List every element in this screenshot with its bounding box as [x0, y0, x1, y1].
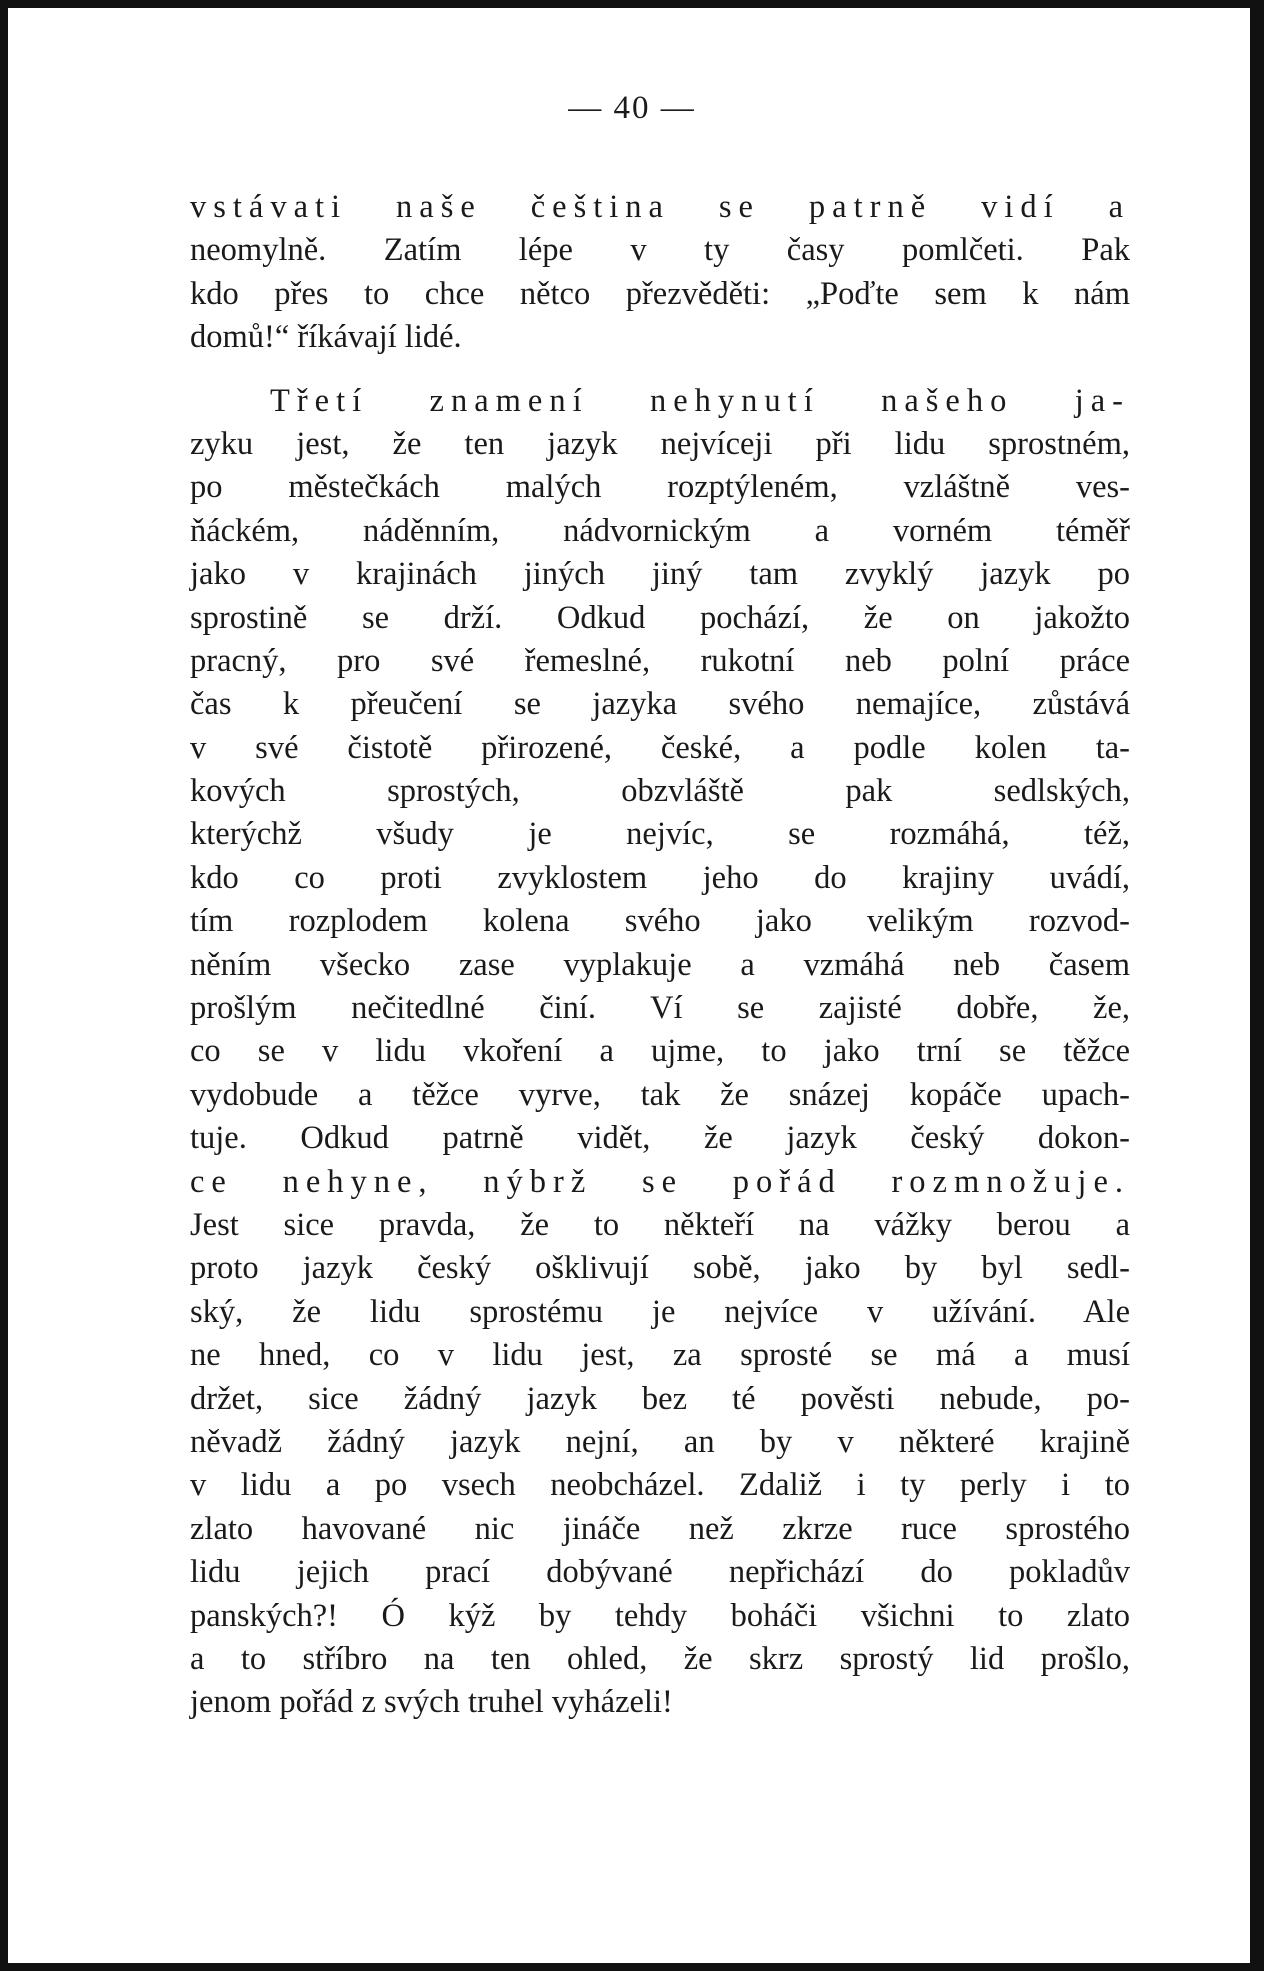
text-line: kterýchž všudy je nejvíc, se rozmáhá, též,: [190, 816, 1130, 853]
paragraph: [190, 186, 1130, 360]
text-line: Jest sice pravda, že to někteří na vážky berou a: [190, 1206, 1130, 1243]
text-line: tím rozplodem kolena svého jako velikým rozvod-: [190, 903, 1130, 940]
edge-mark: [1258, 520, 1264, 600]
text-line: ce nehyne, nýbrž se pořád rozmnožuje.: [190, 1163, 1130, 1200]
text-line: vydobude a těžce vyrve, tak že snázej kopáče upach-: [190, 1076, 1130, 1113]
text-line: něvadž žádný jazyk nejní, an by v některé krajině: [190, 1423, 1130, 1460]
text-line: co se v lidu vkoření a ujme, to jako trní se těžce: [190, 1033, 1130, 1070]
text-line: zlato havované nic jináče než zkrze ruce sprostého: [190, 1510, 1130, 1547]
text-line: kdo přes to chce nětco přezvěděti: „Poďte sem k nám: [190, 275, 1130, 312]
text-line: lidu jejich prací dobývané nepřichází do pokladův: [190, 1554, 1130, 1591]
text-line: pracný, pro své řemeslné, rukotní neb polní práce: [190, 642, 1130, 679]
edge-mark: [1258, 1000, 1264, 1090]
text-line: a to stříbro na ten ohled, že skrz sprostý lid prošlo,: [190, 1640, 1130, 1677]
page-number: — 40 —: [568, 90, 696, 126]
text-line: jako v krajinách jiných jiný tam zvyklý jazyk po: [190, 556, 1130, 593]
text-line: v lidu a po vsech neobcházel. Zdaliž i ty perly i to: [190, 1467, 1130, 1504]
text-line: ne hned, co v lidu jest, za sprosté se má a musí: [190, 1337, 1130, 1374]
paragraph: [190, 380, 1130, 1725]
text-line: ský, že lidu sprostému je nejvíce v užívání. Ale: [190, 1293, 1130, 1330]
text-line: proto jazyk český ošklivují sobě, jako by byl sedl-: [190, 1250, 1130, 1287]
text-line: panských?! Ó kýž by tehdy boháči všichni to zlato: [190, 1597, 1130, 1634]
edge-mark: [1258, 140, 1264, 200]
text-line: domů!“ říkávají lidé.: [190, 319, 462, 356]
text-line: prošlým nečitedlné činí. Ví se zajisté dobře, že,: [190, 990, 1130, 1027]
text-line: Třetí znamení nehynutí našeho ja-: [270, 382, 1130, 419]
body-text: [190, 186, 1130, 1725]
text-line: po městečkách malých rozptýleném, vzláštně ves-: [190, 469, 1130, 506]
text-line: kových sprostých, obzvláště pak sedlských,: [190, 773, 1130, 810]
text-line: vstávati naše čeština se patrně vidí a: [190, 189, 1130, 225]
edge-mark: [1258, 1680, 1264, 1760]
text-line: držet, sice žádný jazyk bez té pověsti nebude, po-: [190, 1380, 1130, 1417]
text-line: neomylně. Zatím lépe v ty časy pomlčeti. Pak: [190, 232, 1130, 269]
text-line: kdo co proti zvyklostem jeho do krajiny uvádí,: [190, 859, 1130, 896]
text-line: v své čistotě přirozené, české, a podle kolen ta-: [190, 729, 1130, 766]
text-line: čas k přeučení se jazyka svého nemajíce, zůstává: [190, 686, 1130, 723]
text-line: tuje. Odkud patrně vidět, že jazyk český dokon-: [190, 1120, 1130, 1157]
text-line: ňáckém, náděnním, nádvornickým a vorném téměř: [190, 512, 1130, 549]
text-line: sprostině se drží. Odkud pochází, že on jakožto: [190, 599, 1130, 636]
text-line: jenom pořád z svých truhel vyházeli!: [190, 1684, 673, 1721]
text-line: něním všecko zase vyplakuje a vzmáhá neb časem: [190, 946, 1130, 983]
text-line: zyku jest, že ten jazyk nejvíceji při lidu sprostném,: [190, 425, 1130, 462]
edge-mark: [1258, 1380, 1264, 1450]
